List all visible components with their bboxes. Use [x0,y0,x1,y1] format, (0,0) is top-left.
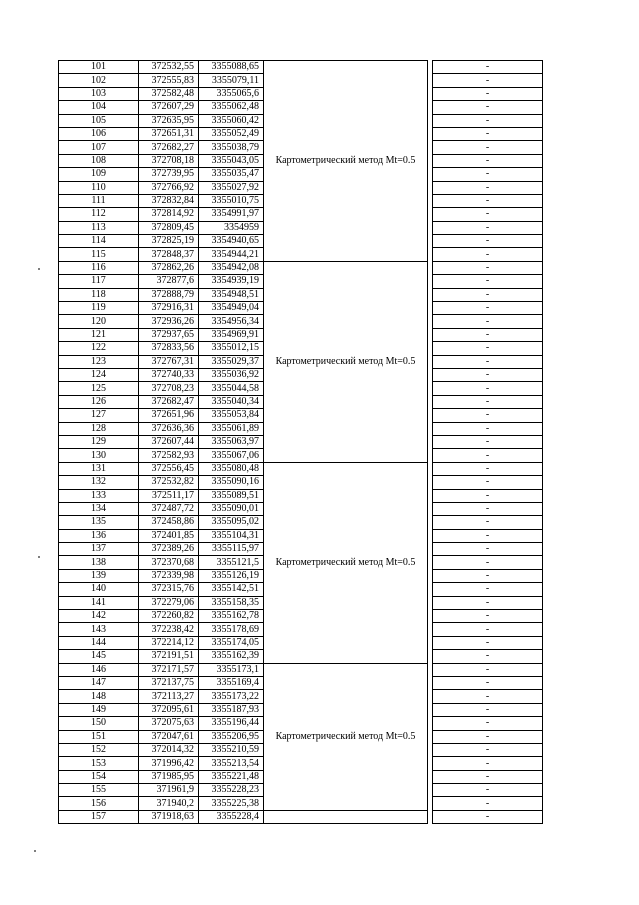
y-coordinate-cell: 3355173,1 [199,663,264,676]
point-number-cell: 121 [59,328,139,341]
note-cell: - [433,543,543,556]
note-cell: - [433,395,543,408]
note-cell: - [433,154,543,167]
point-number-cell: 114 [59,235,139,248]
x-coordinate-cell: 372315,76 [139,583,199,596]
y-coordinate-cell: 3355196,44 [199,717,264,730]
method-cell: Картометрический метод Mt=0.5 [264,61,428,262]
point-number-cell: 118 [59,288,139,301]
x-coordinate-cell: 372832,84 [139,194,199,207]
point-number-cell: 116 [59,261,139,274]
point-number-cell: 148 [59,690,139,703]
y-coordinate-cell: 3354956,34 [199,315,264,328]
x-coordinate-cell: 372682,47 [139,395,199,408]
x-coordinate-cell: 372635,95 [139,114,199,127]
note-cell: - [433,235,543,248]
y-coordinate-cell: 3355040,34 [199,395,264,408]
x-coordinate-cell: 372487,72 [139,502,199,515]
y-coordinate-cell: 3355012,15 [199,342,264,355]
note-cell: - [433,194,543,207]
y-coordinate-cell: 3355060,42 [199,114,264,127]
y-coordinate-cell: 3355036,92 [199,368,264,381]
note-cell: - [433,717,543,730]
point-number-cell: 103 [59,87,139,100]
y-coordinate-cell: 3355121,5 [199,556,264,569]
point-number-cell: 111 [59,194,139,207]
x-coordinate-cell: 372075,63 [139,717,199,730]
point-number-cell: 128 [59,422,139,435]
note-cell: - [433,690,543,703]
point-number-cell: 154 [59,770,139,783]
point-number-cell: 150 [59,717,139,730]
point-number-cell: 125 [59,382,139,395]
x-coordinate-cell: 372708,23 [139,382,199,395]
point-number-cell: 109 [59,168,139,181]
x-coordinate-cell: 372636,36 [139,422,199,435]
note-cell: - [433,784,543,797]
method-cell [264,810,428,823]
y-coordinate-cell: 3355038,79 [199,141,264,154]
table-row [59,261,543,274]
point-number-cell: 123 [59,355,139,368]
x-coordinate-cell: 372171,57 [139,663,199,676]
note-cell: - [433,462,543,475]
y-coordinate-cell: 3355115,97 [199,543,264,556]
x-coordinate-cell: 371961,9 [139,784,199,797]
y-coordinate-cell: 3355095,02 [199,516,264,529]
y-coordinate-cell: 3355010,75 [199,194,264,207]
point-number-cell: 124 [59,368,139,381]
note-cell: - [433,168,543,181]
y-coordinate-cell: 3355027,92 [199,181,264,194]
note-cell: - [433,676,543,689]
point-number-cell: 132 [59,476,139,489]
note-cell: - [433,368,543,381]
note-cell: - [433,502,543,515]
y-coordinate-cell: 3355043,05 [199,154,264,167]
x-coordinate-cell: 372279,06 [139,596,199,609]
note-cell: - [433,61,543,74]
x-coordinate-cell: 372260,82 [139,610,199,623]
note-cell: - [433,730,543,743]
point-number-cell: 133 [59,489,139,502]
x-coordinate-cell: 372047,61 [139,730,199,743]
note-cell: - [433,382,543,395]
table-row [59,810,543,823]
point-number-cell: 155 [59,784,139,797]
y-coordinate-cell: 3355126,19 [199,569,264,582]
point-number-cell: 147 [59,676,139,689]
note-cell: - [433,743,543,756]
y-coordinate-cell: 3354942,08 [199,261,264,274]
y-coordinate-cell: 3355221,48 [199,770,264,783]
x-coordinate-cell: 372740,33 [139,368,199,381]
y-coordinate-cell: 3355065,6 [199,87,264,100]
point-number-cell: 141 [59,596,139,609]
point-number-cell: 112 [59,208,139,221]
note-cell: - [433,810,543,823]
note-cell: - [433,275,543,288]
point-number-cell: 137 [59,543,139,556]
y-coordinate-cell: 3354949,04 [199,302,264,315]
note-cell: - [433,650,543,663]
x-coordinate-cell: 371940,2 [139,797,199,810]
y-coordinate-cell: 3355206,95 [199,730,264,743]
y-coordinate-cell: 3355035,47 [199,168,264,181]
x-coordinate-cell: 372937,65 [139,328,199,341]
x-coordinate-cell: 372825,19 [139,235,199,248]
table-row [59,462,543,475]
scan-speck [38,268,40,270]
point-number-cell: 115 [59,248,139,261]
x-coordinate-cell: 372238,42 [139,623,199,636]
y-coordinate-cell: 3355228,23 [199,784,264,797]
point-number-cell: 153 [59,757,139,770]
point-number-cell: 106 [59,127,139,140]
x-coordinate-cell: 372833,56 [139,342,199,355]
note-cell: - [433,114,543,127]
point-number-cell: 101 [59,61,139,74]
point-number-cell: 136 [59,529,139,542]
note-cell: - [433,583,543,596]
y-coordinate-cell: 3355044,58 [199,382,264,395]
note-cell: - [433,703,543,716]
note-cell: - [433,355,543,368]
x-coordinate-cell: 372607,29 [139,101,199,114]
y-coordinate-cell: 3355225,38 [199,797,264,810]
coordinates-table-body [59,61,543,824]
y-coordinate-cell: 3355178,69 [199,623,264,636]
x-coordinate-cell: 372556,45 [139,462,199,475]
note-cell: - [433,181,543,194]
method-cell: Картометрический метод Mt=0.5 [264,663,428,810]
note-cell: - [433,610,543,623]
note-cell: - [433,302,543,315]
x-coordinate-cell: 372532,55 [139,61,199,74]
point-number-cell: 139 [59,569,139,582]
x-coordinate-cell: 372877,6 [139,275,199,288]
y-coordinate-cell: 3354991,97 [199,208,264,221]
y-coordinate-cell: 3355228,4 [199,810,264,823]
x-coordinate-cell: 372095,61 [139,703,199,716]
note-cell: - [433,315,543,328]
y-coordinate-cell: 3355213,54 [199,757,264,770]
point-number-cell: 156 [59,797,139,810]
note-cell: - [433,529,543,542]
point-number-cell: 120 [59,315,139,328]
x-coordinate-cell: 372651,96 [139,409,199,422]
x-coordinate-cell: 372370,68 [139,556,199,569]
point-number-cell: 149 [59,703,139,716]
y-coordinate-cell: 3355142,51 [199,583,264,596]
note-cell: - [433,770,543,783]
x-coordinate-cell: 372607,44 [139,435,199,448]
note-cell: - [433,342,543,355]
point-number-cell: 152 [59,743,139,756]
note-cell: - [433,636,543,649]
x-coordinate-cell: 372814,92 [139,208,199,221]
x-coordinate-cell: 372014,32 [139,743,199,756]
y-coordinate-cell: 3355079,11 [199,74,264,87]
y-coordinate-cell: 3355089,51 [199,489,264,502]
point-number-cell: 145 [59,650,139,663]
note-cell: - [433,261,543,274]
point-number-cell: 143 [59,623,139,636]
point-number-cell: 113 [59,221,139,234]
point-number-cell: 127 [59,409,139,422]
x-coordinate-cell: 372651,31 [139,127,199,140]
point-number-cell: 117 [59,275,139,288]
y-coordinate-cell: 3354944,21 [199,248,264,261]
x-coordinate-cell: 372848,37 [139,248,199,261]
note-cell: - [433,476,543,489]
y-coordinate-cell: 3355062,48 [199,101,264,114]
x-coordinate-cell: 372582,48 [139,87,199,100]
point-number-cell: 140 [59,583,139,596]
y-coordinate-cell: 3354948,51 [199,288,264,301]
note-cell: - [433,328,543,341]
x-coordinate-cell: 372582,93 [139,449,199,462]
x-coordinate-cell: 372191,51 [139,650,199,663]
note-cell: - [433,208,543,221]
y-coordinate-cell: 3355158,35 [199,596,264,609]
y-coordinate-cell: 3354939,19 [199,275,264,288]
x-coordinate-cell: 372708,18 [139,154,199,167]
table-row [59,663,543,676]
x-coordinate-cell: 372809,45 [139,221,199,234]
note-cell: - [433,409,543,422]
y-coordinate-cell: 3355088,65 [199,61,264,74]
x-coordinate-cell: 371985,95 [139,770,199,783]
note-cell: - [433,596,543,609]
x-coordinate-cell: 372862,26 [139,261,199,274]
y-coordinate-cell: 3355162,78 [199,610,264,623]
point-number-cell: 107 [59,141,139,154]
note-cell: - [433,101,543,114]
point-number-cell: 134 [59,502,139,515]
y-coordinate-cell: 3355210,59 [199,743,264,756]
method-cell: Картометрический метод Mt=0.5 [264,261,428,462]
y-coordinate-cell: 3355052,49 [199,127,264,140]
note-cell: - [433,221,543,234]
method-cell: Картометрический метод Mt=0.5 [264,462,428,663]
x-coordinate-cell: 372936,26 [139,315,199,328]
scan-speck [38,556,40,558]
point-number-cell: 104 [59,101,139,114]
point-number-cell: 138 [59,556,139,569]
note-cell: - [433,569,543,582]
point-number-cell: 142 [59,610,139,623]
point-number-cell: 146 [59,663,139,676]
note-cell: - [433,87,543,100]
note-cell: - [433,248,543,261]
y-coordinate-cell: 3355169,4 [199,676,264,689]
note-cell: - [433,435,543,448]
point-number-cell: 157 [59,810,139,823]
x-coordinate-cell: 372214,12 [139,636,199,649]
x-coordinate-cell: 372458,86 [139,516,199,529]
point-number-cell: 122 [59,342,139,355]
note-cell: - [433,663,543,676]
note-cell: - [433,757,543,770]
point-number-cell: 135 [59,516,139,529]
x-coordinate-cell: 372113,27 [139,690,199,703]
scan-speck [34,850,36,852]
point-number-cell: 130 [59,449,139,462]
note-cell: - [433,797,543,810]
table-row [59,61,543,74]
x-coordinate-cell: 371996,42 [139,757,199,770]
point-number-cell: 110 [59,181,139,194]
y-coordinate-cell: 3355090,16 [199,476,264,489]
x-coordinate-cell: 372532,82 [139,476,199,489]
x-coordinate-cell: 372682,27 [139,141,199,154]
x-coordinate-cell: 372766,92 [139,181,199,194]
note-cell: - [433,288,543,301]
y-coordinate-cell: 3355162,39 [199,650,264,663]
y-coordinate-cell: 3355187,93 [199,703,264,716]
note-cell: - [433,141,543,154]
x-coordinate-cell: 372555,83 [139,74,199,87]
point-number-cell: 126 [59,395,139,408]
point-number-cell: 131 [59,462,139,475]
y-coordinate-cell: 3355173,22 [199,690,264,703]
x-coordinate-cell: 372916,31 [139,302,199,315]
x-coordinate-cell: 372739,95 [139,168,199,181]
x-coordinate-cell: 372767,31 [139,355,199,368]
point-number-cell: 144 [59,636,139,649]
x-coordinate-cell: 372401,85 [139,529,199,542]
x-coordinate-cell: 372339,98 [139,569,199,582]
x-coordinate-cell: 372389,26 [139,543,199,556]
point-number-cell: 151 [59,730,139,743]
y-coordinate-cell: 3355067,06 [199,449,264,462]
note-cell: - [433,127,543,140]
note-cell: - [433,556,543,569]
y-coordinate-cell: 3355174,05 [199,636,264,649]
y-coordinate-cell: 3355029,37 [199,355,264,368]
point-number-cell: 102 [59,74,139,87]
coordinates-table [58,60,543,824]
x-coordinate-cell: 372511,17 [139,489,199,502]
y-coordinate-cell: 3354969,91 [199,328,264,341]
y-coordinate-cell: 3354940,65 [199,235,264,248]
point-number-cell: 119 [59,302,139,315]
point-number-cell: 108 [59,154,139,167]
note-cell: - [433,516,543,529]
note-cell: - [433,422,543,435]
x-coordinate-cell: 372888,79 [139,288,199,301]
y-coordinate-cell: 3355104,31 [199,529,264,542]
note-cell: - [433,623,543,636]
y-coordinate-cell: 3355061,89 [199,422,264,435]
note-cell: - [433,449,543,462]
y-coordinate-cell: 3354959 [199,221,264,234]
y-coordinate-cell: 3355090,01 [199,502,264,515]
point-number-cell: 129 [59,435,139,448]
y-coordinate-cell: 3355063,97 [199,435,264,448]
y-coordinate-cell: 3355080,48 [199,462,264,475]
x-coordinate-cell: 372137,75 [139,676,199,689]
x-coordinate-cell: 371918,63 [139,810,199,823]
note-cell: - [433,489,543,502]
point-number-cell: 105 [59,114,139,127]
note-cell: - [433,74,543,87]
y-coordinate-cell: 3355053,84 [199,409,264,422]
